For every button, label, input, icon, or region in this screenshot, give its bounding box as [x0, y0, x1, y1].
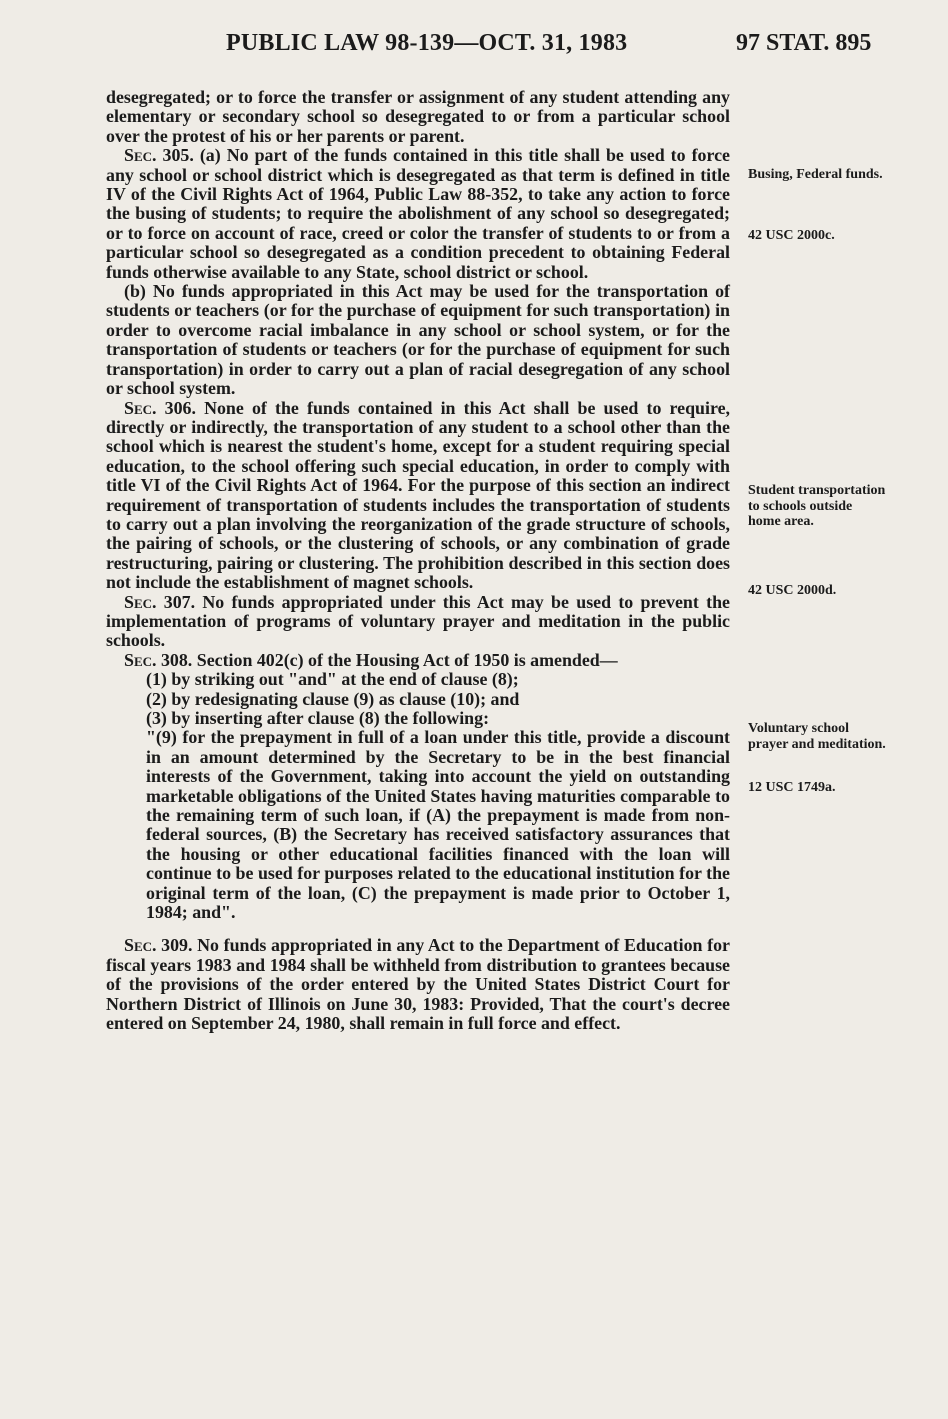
section-305-a-text: 305. (a) No part of the funds contained in this title shall be used to force any school or school district which is desegregated as that term is defined in title IV of the Civil Rights Act of 1964, Public Law 88-352, to take any action to force the busing of students; to require the abolishment of any school so desegregated; or to force on account of race, creed or color the transfer of students to or from a particular school so desegregated as a condition precedent to obtaining Federal funds otherwise available to any State, school district or school. [106, 145, 730, 282]
section-307 [106, 593, 730, 651]
margin-note-busing: Busing, Federal funds. [748, 167, 883, 182]
section-308-clause-1: (1) by striking out "and" at the end of clause (8); [146, 669, 519, 690]
section-305-b: (b) No funds appropriated in this Act may be used for the transportation of students or teachers (or for the purchase of equipment for such transportation) in order to overcome racial imbalance in any school or school system, or for the transportation of students or teachers (or for the purchase of equipment for such transportation) in order to carry out a plan of racial desegregation of any school or school system. [106, 281, 730, 399]
page-title: PUBLIC LAW 98-139—OCT. 31, 1983 [226, 30, 628, 56]
margin-note-usc-2000c: 42 USC 2000c. [748, 228, 835, 243]
margin-note-voluntary-prayer: Voluntary school prayer and meditation. [748, 721, 886, 752]
section-307-text: 307. No funds appropriated under this Act may be used to prevent the implementation of programs of voluntary prayer and meditation in the public schools. [106, 591, 730, 651]
margin-note-student-transportation: Student transportation to schools outside home area. [748, 483, 886, 529]
section-309-text: 309. No funds appropriated in any Act to the Department of Education for fiscal years 1983 and 1984 shall be withheld from distribution to grantees because of the provisions of the order entered by the United States District Court for Northern District of Illinois on June 30, 1983: Provided, That the court's decree entered on September 24, 1980, shall remain in full force and effect. [106, 935, 730, 1034]
section-308-clause-3: (3) by inserting after clause (8) the following: [146, 708, 490, 728]
main-text [106, 88, 730, 1034]
sec-label: Sec. [124, 935, 157, 956]
margin-note-usc-2000d: 42 USC 2000d. [748, 583, 837, 598]
section-305-a [106, 146, 730, 282]
section-308-clause-2: (2) by redesignating clause (9) as clause (10); and [146, 688, 520, 709]
section-306 [106, 399, 730, 593]
section-306-text: 306. None of the funds contained in this Act shall be used to require, directly or indirectly, the transportation of any student to a school other than the school which is nearest the student's home, except for a student requiring special education, to the school offering such special education, in order to comply with title VI of the Civil Rights Act of 1964. For the purpose of this section an indirect requirement of transportation of students includes the transportation of students to carry out a plan involving the reorganization of the grade structure of schools, the pairing of schools, or the clustering of schools, or any combination of grade restructuring, pairing or clustering. The prohibition described in this section does not include the establishment of magnet schools. [106, 397, 730, 593]
continuation-paragraph: desegregated; or to force the transfer or assignment of any student attending any elementary or secondary school so desegregated to or from a particular school over the protest of his or her parents or parent. [106, 87, 730, 146]
margin-note-usc-1749a: 12 USC 1749a. [748, 780, 836, 795]
sec-label: Sec. [124, 397, 157, 418]
sec-label: Sec. [124, 145, 157, 166]
section-308-quoted-clause: "(9) for the prepayment in full of a loan under this title, provide a discount in an amount determined by the Secretary to be in the best financial interests of the Government, taking into account the yield on outstanding marketable obligations of the United States having maturities comparable to the remaining term of such loan, if (A) the prepayment is made from non-federal sources, (B) the Secretary has received satisfactory assurances that the housing or other educational facilities financed with the loan will continue to be used for purposes related to the educational institution for the original term of the loan, (C) the prepayment is made prior to October 1, 1984; and". [146, 727, 730, 923]
sec-label: Sec. [124, 649, 157, 670]
statute-page-number: 97 STAT. 895 [736, 30, 872, 56]
sec-label: Sec. [124, 591, 157, 612]
section-308-text: 308. Section 402(c) of the Housing Act of 1950 is amended— [156, 649, 618, 670]
section-309 [106, 936, 730, 1033]
page-header [0, 30, 948, 70]
section-308 [106, 651, 730, 670]
